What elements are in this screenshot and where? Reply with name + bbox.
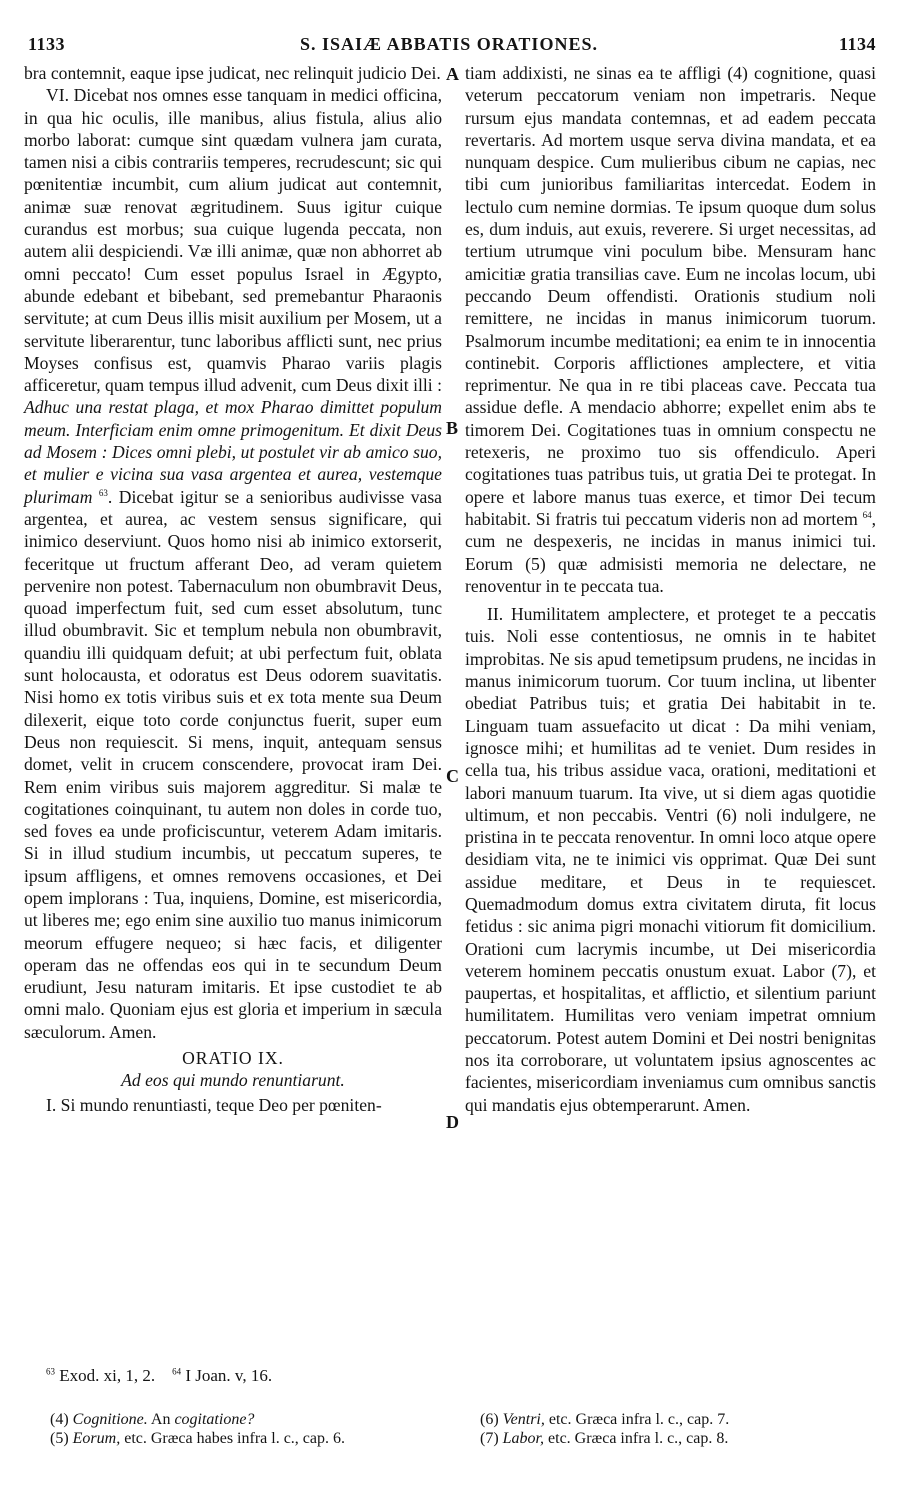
oratio-title: ORATIO IX. [182, 1048, 284, 1069]
running-header [22, 34, 876, 60]
footnote-lemma: Labor, [502, 1430, 545, 1447]
footnote-lemma: Eorum, [72, 1430, 121, 1447]
footnotes-left [50, 1410, 450, 1448]
paragraph: I. Si mundo renuntiasti, teque Deo per pœniten- [46, 1094, 382, 1115]
footnote-number: (5) [50, 1430, 69, 1447]
footnote [50, 1410, 450, 1429]
footnote-lemma: Ventri, [502, 1411, 545, 1428]
paragraph: bra contemnit, eaque ipse judicat, nec relinquit judicio Dei. [24, 63, 441, 83]
footnote [480, 1410, 880, 1429]
footnote-italic: cogitatione? [174, 1411, 255, 1428]
footnote-text: An [147, 1411, 175, 1428]
footnote-number: (7) [480, 1430, 499, 1447]
footnote-number: (6) [480, 1411, 499, 1428]
scripture-quote: Adhuc una restat plaga, et mox Pharao dimittet populum meum. Interficiam enim omne primogenitum. Et dixit Deus ad Mosem : Dices omni plebi, ut postulet vir ab amico suo, et mulier e vicina sua vasa argentea et aurea, vestemque plurimam [24, 397, 442, 507]
footnote-lemma: Cognitione. [72, 1411, 148, 1428]
footnote-text: etc. Græca infra l. c., cap. 7. [544, 1411, 730, 1428]
ref-number: 64 [172, 1366, 182, 1377]
footnote-number: (4) [50, 1411, 69, 1428]
scripture-references [46, 1366, 272, 1386]
section-marker-d: D [446, 1112, 459, 1132]
ref-text: Exod. xi, 1, 2. [59, 1366, 156, 1385]
paragraph-ii: II. Humilitatem amplectere, et proteget te a peccatis tuis. Noli esse contentiosus, ne omnis in te habitet improbitas. Ne sis apud temetipsum prudens, ne incidas in manus inimicorum tuorum. Cor tuum inclina, ut libenter obediat Patribus tuis; et gratia Dei habitabit in te. Linguam tuam assuefacito ut dicat : Da mihi veniam, ignosce mihi; et humilitas ad te veniet. Dum resides in cella tua, his tribus assidue vaca, orationi, meditationi et labori manuum tuarum. Ita vive, ut si diem agas quotidie ultimum, et non peccabis. Ventri (6) noli indulgere, ne pristina in te peccata renoventur. In omni loco atque opere desidiam vita, ne te inimici vis opprimat. Quæ Dei sunt assidue meditare, et Deus in te requiescet. Quemadmodum domus extra civitatem diruta, fit locus fetidus : sic anima pigri monachi vitiorum fit domicilium. Orationi cum lacrymis incumbe, ut Dei misericordia veterem hominem peccatis onustum exuat. Labor (7), et paupertas, et hospitalitas, et afflictio, et silentium pariunt humilitatem. Humilitas vero veniam impetrat omnium peccatorum. Potest autem Domini et Dei nostri benignitas nos ita corroborare, ut voluntatem ipsius agnoscentes ac facientes, misericordiam inveniamus cum omnibus sanctis qui mandatis ejus obtemperarunt. Amen. [465, 604, 876, 1115]
footnote-text: etc. Græca infra l. c., cap. 8. [544, 1430, 729, 1447]
footnote [480, 1429, 880, 1448]
section-marker-a: A [446, 64, 459, 84]
oratio-subtitle: Ad eos qui mundo renuntiarunt. [121, 1070, 345, 1091]
paragraph-text: . Dicebat igitur se a senioribus audivisse vasa argentea, et aurea, ac vestem sensus significare, qui inimico deserviunt. Quos homo nisi ab inimico extorserit, feceritque ut fructum afferant Deo, ad veram quietem pervenire non potest. Tabernaculum non obumbravit Deus, quoad imperfectum fuit, sed cum esset absolutum, tunc illud obumbravit. Sic et templum nebula non obumbravit, quandiu illi quidquam defuit; at ubi perfectum fuit, oblata sunt holocausta, et odoratus est Deus odorem suavitatis. Nisi homo ex totis viribus suis et ex tota mente sua Deum dilexerit, eique toto corde conjunctus fuerit, super eum Deus non requiescit. Si mens, inquit, antequam sensus domet, velit in crucem conscendere, provocat iram Dei. Rem enim viribus suis majorem aggreditur. Si malæ te cogitationes coinquinant, tu autem non doles in corde tuo, sed foves ea unde proficiscuntur, veterem Adam imitaris. Si in illud studium incumbis, ut peccatum superes, te ipsum affligens, et omnes removens occasiones, et Dei opem implorans : Tua, inquiens, Domine, est misericordia, ut liberes me; ego enim sine auxilio tuo manus inimicorum meorum effugere nequeo; si hæc facis, et diligenter operam das ne offendas eos qui in te secundum Deum erudiunt, Jesu naturam imitaris. Et ipse custodiet te ab omni malo. Quoniam ejus est gloria et imperium in sæcula sæculorum. Amen. [24, 486, 442, 1042]
paragraph [465, 62, 876, 597]
left-column [24, 62, 442, 1116]
footnote [50, 1429, 450, 1448]
running-title: S. ISAIÆ ABBATIS ORATIONES. [300, 34, 598, 54]
footnote-text: etc. Græca habes infra l. c., cap. 6. [120, 1430, 346, 1447]
footnotes-right [480, 1410, 880, 1448]
ref-number: 63 [46, 1366, 55, 1377]
ref-text: I Joan. v, 16. [185, 1366, 273, 1385]
section-marker-b: B [446, 418, 459, 438]
section-marker-c: C [446, 766, 459, 786]
paragraph-text: , cum ne despexeris, ne incidas in manus inimici tui. Eorum (5) quæ admisisti memoria ne delectare, ne renoventur in te peccata tua. [465, 508, 876, 596]
page-number-left: 1133 [28, 34, 66, 54]
footnote-ref: 64 [862, 510, 872, 521]
right-column [465, 62, 876, 1116]
paragraph-vi [24, 84, 442, 1043]
paragraph-text: VI. Dicebat nos omnes esse tanquam in medici officina, in qua hic oculis, ille manibus, alius fistula, alius alio morbo laborat: cumque sint quædam vulnera jam curata, tamen nisi a cibis contrariis temperes, recrudescunt; sic qui pœnitentiæ incumbit, cum alium judicat aut contemnit, animæ suæ renovat ægritudinem. Suus igitur cuique curandus est morbus; sua cuique lugenda peccata, non autem alii despiciendi. Væ illi animæ, quæ non abhorret ab omni peccato! Cum esset populus Israel in Ægypto, abunde edebant et bibebant, sed premebantur Pharaonis servitute; at cum Deus illis misit auxilium per Mosem, ut a servitute liberarentur, tunc laboribus afflicti sunt, nec prius Moyses confisus est, quamvis Pharao variis plagis afficeretur, quam tempus illud advenit, cum Deus dixit illi : [24, 85, 442, 396]
paragraph-text: tiam addixisti, ne sinas ea te affligi (4) cognitione, quasi veterum peccatorum veniam non impetraris. Neque rursum ejus mandata contemnas, et ad eadem peccata revertaris. Ad mortem usque serva divina mandata, et ea nunquam despice. Cum mulieribus cibum ne capias, nec tibi cum junioribus familiaritas intercedat. Eodem in lectulo cum nemine dormias. Te ipsum quoque dum solus es, dum induis, aut exuis, reverere. Si urget necessitas, ad tertium utrumque vini poculum bibe. Mensuram hanc amicitiæ gratia transilias cave. Eum ne incolas locum, ubi peccando Deum offendisti. Orationis studium noli remittere, ne incidas in manus inimicorum tuorum. Psalmorum incumbe meditationi; ea enim te in innocentia continebit. Corporis afflictiones amplectere, et vitia reprimentur. Ne qua in re tibi placeas cave. Peccata tua assidue defle. A mendacio abhorre; expellet enim abs te timorem Dei. Cogitationes tuas in omnium conspectu ne retexeris, ne proximo tuo sis offendiculo. Aperi cogitationes tuas patribus tuis, ut gratia Dei te protegat. In opere et labore manus tuas exerce, et timor Dei tecum habitabit. Si fratris tui peccatum videris non ad mortem [465, 63, 876, 529]
page-number-right: 1134 [838, 34, 876, 54]
footnote-ref: 63 [98, 487, 108, 498]
